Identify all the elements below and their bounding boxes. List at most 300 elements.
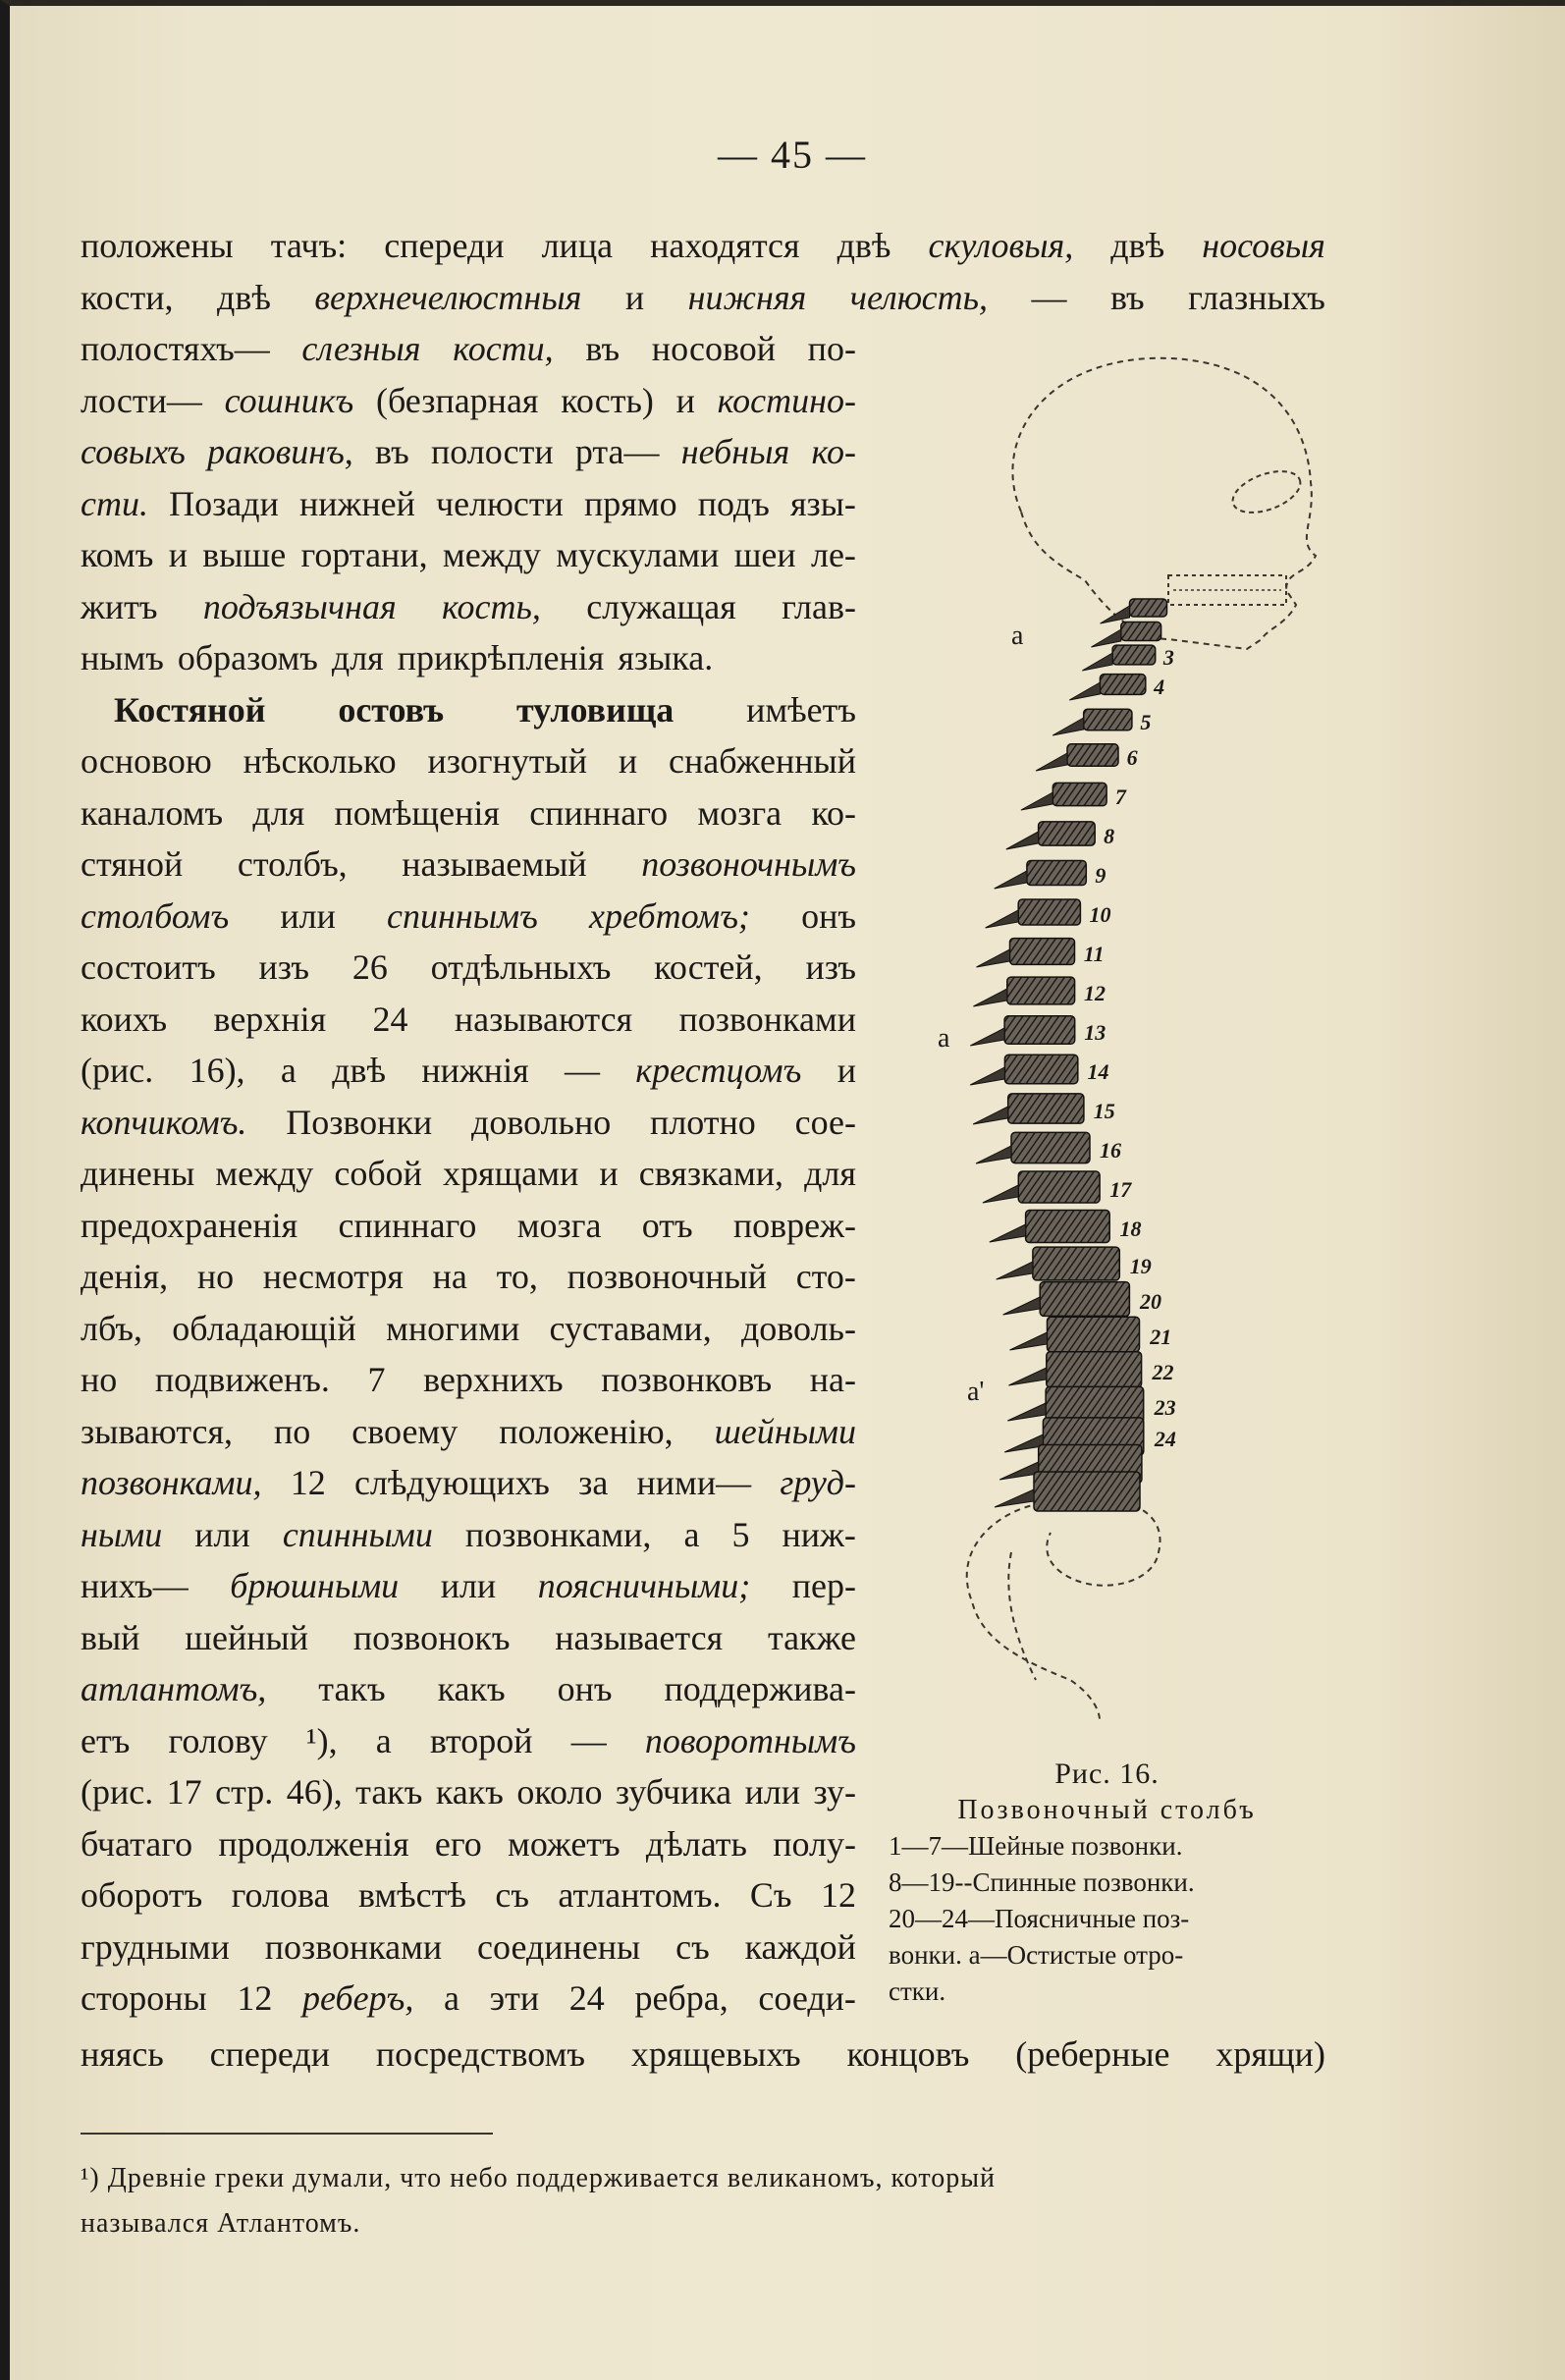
column-line [81,1560,856,1612]
vertebra-number-label: 24 [1154,1427,1176,1451]
spinous-process [1004,1434,1043,1452]
word: верхнечелюстныя [314,277,582,317]
word: имѣетъ [746,689,856,730]
column-line [81,1457,856,1509]
word: подъязычная [202,586,397,626]
caption-line-4: вонки. а—Остистые отро- [889,1940,1184,1970]
column-line [81,1148,856,1200]
vertebra-number-label: 20 [1139,1289,1161,1314]
word: двѣ [1110,226,1165,265]
spinous-process [1010,1332,1048,1350]
word: и [624,277,645,317]
column-line [81,1715,856,1767]
vertebra-body [1004,1055,1077,1083]
vertebra-body [1039,822,1096,845]
word: пер- [791,1566,856,1605]
word: между [442,535,541,574]
word: ко- [811,432,856,471]
spinous-process [973,989,1006,1006]
vertebra-body [1121,622,1161,641]
word: для [804,1154,856,1193]
word: для [331,638,384,677]
word: позвоночный [567,1257,767,1296]
word: 17 [166,1772,202,1812]
word: позвонокъ [352,1617,511,1657]
word: продолженія [218,1823,409,1864]
word: и [599,1154,619,1193]
spinous-process [1021,792,1052,810]
word: сошникъ [224,380,354,420]
word: денія, [81,1257,169,1296]
spinous-process [1008,1368,1046,1385]
word: доволь- [740,1308,856,1348]
spinous-process [999,1462,1039,1480]
word: подъ [697,483,770,523]
word: нымъ [81,638,164,677]
word: двѣ [836,226,891,265]
word: голова [231,1875,330,1915]
word: тачъ: [270,226,348,265]
word: служащая [586,586,736,626]
word: ле- [810,535,856,574]
figure-label-a-prime: a' [967,1377,985,1407]
vertebra-body [1018,1171,1100,1203]
vertebra-number-label: 15 [1093,1099,1115,1123]
word: позвоночнымъ [641,844,856,884]
spinous-process [1101,606,1130,623]
word: выше [202,535,287,574]
word: каждой [744,1926,856,1967]
word: основою [81,741,212,781]
vertebra-body [1112,645,1156,665]
spinous-process [1006,832,1039,849]
spinous-process [995,871,1027,889]
word: или [194,1514,250,1554]
word: 46), [286,1772,343,1812]
spinous-process [1091,629,1120,647]
word: мозга [516,1205,602,1245]
word: или [744,1772,801,1812]
word: хрящами [443,1154,579,1193]
word: съ [675,1926,710,1967]
word: реберъ, [302,1978,414,2018]
word: атлантомъ. [558,1875,722,1915]
word: обладающій [172,1308,356,1348]
word: (безпарная [375,380,539,420]
word: брюшными [230,1566,400,1605]
word: называемый [402,844,587,884]
figure-label-a-upper: a [1011,621,1024,651]
text-block-column [81,323,856,2025]
word: плотно [650,1102,756,1142]
word: въ [1109,277,1145,317]
word: раковинъ, [207,432,353,471]
column-line [81,581,856,633]
vertebra-number-label: 9 [1095,863,1106,888]
spinous-process [1036,753,1067,771]
word: довольно [471,1102,612,1142]
word: костей, [654,947,763,987]
caption-line-2: 8—19--Спинные позвонки. [889,1867,1195,1897]
column-line [81,1303,856,1355]
word: положенію, [499,1411,674,1451]
spinous-process [976,1146,1011,1163]
word: вый [81,1617,140,1657]
spinous-process [997,1262,1033,1279]
word: зубчика [615,1772,732,1812]
word: ко- [811,792,856,833]
caption-subtitle: Позвоночный столбъ [957,1795,1257,1825]
column-line [81,1818,856,1870]
bottom-line [81,2028,1325,2081]
word: сти. [81,483,148,523]
word: рта— [574,432,660,471]
spinous-process [990,1224,1026,1242]
page-number: — 45 — [718,133,867,177]
vertebra-body [1033,1247,1119,1280]
word: языка. [618,638,714,677]
word: позвонками, [464,1514,652,1554]
column-line [81,942,856,994]
word: снабженный [668,741,856,781]
vertebra-number-label: 7 [1114,784,1126,809]
word: ребра, [634,1978,729,2018]
word: (рис. [81,1772,154,1812]
word: 24 [372,999,408,1039]
word: ниж- [782,1514,856,1554]
word: нижняя [687,277,807,317]
word: несмотря [262,1257,404,1296]
word: въ [585,329,621,368]
word: челюсти [435,483,564,523]
word: слѣдующихъ [353,1463,550,1502]
word: голову [168,1720,268,1760]
word: по [274,1411,311,1451]
word: коихъ [81,999,168,1039]
word: копчикомъ. [81,1102,247,1142]
column-line [81,1663,856,1715]
word: хрящевыхъ [630,2034,801,2074]
word: Костяной [114,689,266,730]
vertebra-number-label: 16 [1100,1138,1121,1163]
word: остовъ [338,689,445,730]
word: изъ [805,947,856,987]
spinous-process [983,1185,1018,1203]
word: такъ [355,1772,423,1812]
vertebra-body [1067,744,1118,766]
word: состоитъ [81,947,216,987]
word: челюсть, [849,277,988,317]
vertebra-number-label: 10 [1089,902,1111,927]
word: совыхъ [81,432,186,471]
word: образомъ [177,638,318,677]
word: на- [809,1360,856,1399]
vertebra-body [1040,1282,1129,1317]
pelvis-outline [967,1500,1160,1719]
word: полу- [773,1823,856,1864]
word: связками, [638,1154,784,1193]
vertebra-body [1027,860,1086,885]
word: кость, [442,586,541,626]
word: — [570,1720,607,1760]
column-line [81,1354,856,1406]
vertebra-number-label: 11 [1083,942,1105,966]
word: стяной [81,844,184,884]
word: сое- [794,1102,856,1142]
word: двѣ [332,1051,387,1090]
word: (реберные [1015,2034,1170,2074]
word: — [564,1051,600,1090]
word: называются [454,999,633,1039]
word: каналомъ [81,792,224,833]
column-line [81,1921,856,1974]
word: язы- [789,483,856,523]
word: положены [81,226,234,265]
word: позвонками, [81,1463,262,1502]
word: столбомъ [81,895,230,936]
word: житъ [81,586,158,626]
caption-line-3: 20—24—Поясничные поз- [889,1904,1190,1933]
text-block-top [81,220,1325,323]
caption-line-5: стки. [889,1976,946,2006]
vertebra-number-label: 5 [1140,710,1152,734]
vertebra-body [1100,675,1145,695]
column-line [81,1509,856,1561]
word: крестцомъ [635,1051,802,1090]
word: няясь [81,2034,164,2074]
word: позвонковъ [601,1360,773,1399]
word: верхнія [213,999,327,1039]
word: отдѣльныхъ [430,947,612,987]
word: мускулами [556,535,720,574]
word: спинными [282,1514,433,1554]
word: Позади [169,483,279,523]
word: нижнія [421,1051,529,1090]
column-line [81,684,856,736]
vertebra-number-label: 23 [1154,1395,1176,1420]
word: его [434,1823,482,1864]
word: слезныя [301,329,421,368]
vertebra-number-label: 3 [1162,645,1174,670]
word: для [252,792,305,833]
figure-label-a-middle: a [938,1023,950,1054]
word: вмѣстѣ [357,1875,466,1915]
word: спиннымъ [387,895,538,936]
word: нихъ— [81,1566,189,1605]
footnote-line-1: ¹) Древніе греки думали, что небо поддерживается великаномъ, который [81,2163,996,2193]
word: эти [489,1978,540,2018]
word: посредствомъ [375,2034,586,2074]
vertebra-number-label: 19 [1129,1254,1152,1278]
vertebra-body [1052,783,1106,805]
word: груд- [780,1463,856,1502]
footnote [81,2156,1325,2246]
word: прикрѣпленія [397,638,605,677]
word: съ [495,1875,529,1915]
word: стороны [81,1978,207,2018]
figure-caption [889,1756,1325,2010]
word: ными [81,1514,163,1554]
column-line [81,323,856,375]
word: повреж- [732,1205,856,1245]
word: туловища [516,689,675,730]
word: гортани, [300,535,428,574]
column-line [81,1251,856,1303]
word: глав- [782,586,856,626]
word: позвонками [264,1926,443,1967]
word: шейный [185,1617,308,1657]
word: костино- [717,380,856,420]
word: онъ [557,1669,613,1708]
word: около [516,1772,603,1812]
word: полости [430,432,554,471]
word: Съ [749,1875,792,1915]
word: позвонками [678,999,856,1039]
word: то, [496,1257,538,1296]
word: комъ [81,535,154,574]
word: грудными [81,1926,230,1967]
spinous-process [970,1067,1004,1085]
vertebra-body [1130,599,1167,617]
spine-illustration [874,345,1335,1719]
word: какъ [435,1772,504,1812]
word: и [168,535,188,574]
footnote-line-2: назывался Атлантомъ. [81,2208,361,2239]
word: поворотнымъ [644,1720,856,1760]
footnote-divider [81,2133,493,2135]
spinous-process [1082,653,1112,671]
spinous-process [1069,682,1100,700]
word: лости— [81,380,202,420]
word: а [280,1051,297,1090]
word: или [280,895,336,936]
vertebra-number-label: 13 [1084,1020,1106,1045]
word: скуловыя, [928,226,1074,265]
word: называется [555,1617,724,1657]
word: и [675,380,695,420]
word: также [767,1617,856,1657]
vertebra-body [1008,1094,1084,1123]
word: мозга [697,792,782,833]
column-line [81,1766,856,1818]
word: зываются, [81,1411,234,1451]
spinous-process [986,910,1019,928]
word: нижней [298,483,415,523]
word: стр. [215,1772,274,1812]
word: отъ [641,1205,693,1245]
word: въ [375,432,409,471]
column-line [81,1869,856,1921]
column-line [81,891,856,943]
word: хрящи) [1215,2034,1325,2074]
word: кости, [81,277,174,317]
word: зу- [813,1772,856,1812]
word: полостяхъ— [81,329,270,368]
word: динены [81,1154,195,1193]
word: глазныхъ [1188,277,1325,317]
vertebra-number-label: 18 [1119,1217,1142,1241]
spinous-process [995,1489,1034,1507]
word: бчатаго [81,1823,193,1864]
vertebra-body [1004,1016,1075,1045]
column-line [81,735,856,787]
word: столбъ, [237,844,348,884]
word: по- [807,329,856,368]
column-line [81,1097,856,1149]
vertebra-number-label: 17 [1109,1177,1132,1202]
word: атлантомъ, [81,1669,267,1708]
word: помѣщенія [334,792,500,833]
word: 24 [568,1978,605,2018]
word: изъ [258,947,310,987]
word: 16), [189,1051,245,1090]
word: какъ [437,1669,506,1708]
word: поддержива- [664,1669,856,1708]
word: второй [429,1720,533,1760]
word: кости, [453,329,554,368]
word: соединены [477,1926,641,1967]
word: ними— [636,1463,752,1502]
word: а [444,1978,459,2018]
spinous-process [1007,1403,1046,1421]
word: суставами, [549,1308,712,1348]
column-line [81,478,856,530]
caption-title: Рис. 16. [1054,1758,1160,1790]
vertebra-body [1084,709,1132,730]
word: но [81,1360,118,1399]
word: или [440,1566,497,1605]
word: и [836,1051,856,1090]
column-line [81,787,856,839]
word: небныя [680,432,790,471]
vertebra-body [1026,1211,1110,1243]
word: предохраненія [81,1205,298,1245]
column-line [81,426,856,478]
word: между [215,1154,314,1193]
word: такъ [318,1669,386,1708]
word: на [432,1257,467,1296]
word: носовыя [1202,226,1325,265]
word: 12 [820,1875,856,1915]
word: изогнутый [427,741,588,781]
word: верхнихъ [423,1360,564,1399]
word: (рис. [81,1051,154,1090]
vertebra-number-label: 14 [1087,1059,1109,1084]
word: своему [351,1411,459,1451]
word: поясничными; [537,1566,751,1605]
word: ¹), [305,1720,338,1760]
word: за [578,1463,609,1502]
word: спиннаго [338,1205,477,1245]
word: спереди [384,226,505,265]
spinous-process [973,1107,1008,1124]
word: а [683,1514,700,1554]
word: 12 [237,1978,273,2018]
word: сто- [795,1257,856,1296]
word: нѣсколько [243,741,397,781]
word: шеи [733,535,796,574]
column-line [81,632,856,684]
word: собой [334,1154,422,1193]
column-line [81,529,856,581]
vertebra-body [1034,1472,1140,1511]
vertebra-number-label: 4 [1154,675,1165,699]
vertebra-body [1018,899,1080,925]
text-block-bottom [81,2028,1325,2081]
word: подвиженъ. [154,1360,330,1399]
column-line [81,994,856,1046]
column-line [81,1973,856,2025]
